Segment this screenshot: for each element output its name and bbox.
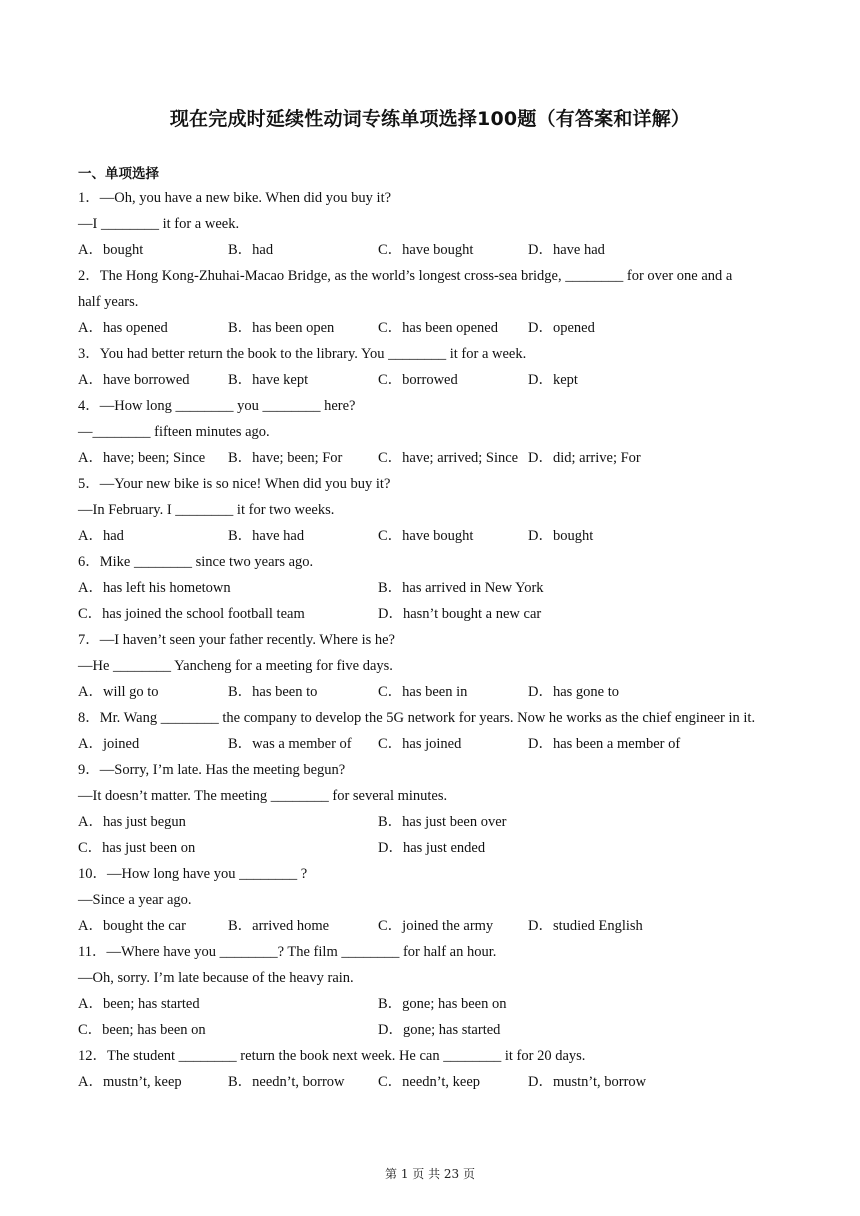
options-row [78,679,790,705]
question-stem: 7．—I haven’t seen your father recently. Where is he? [78,632,395,648]
page-footer: 第 1 页 共 23 页 [385,1167,475,1181]
question-item [78,705,790,757]
options-row [78,913,790,939]
question-item [78,939,790,1043]
question-stem: 12．The student ________ return the book next week. He can ________ it for 20 days. [78,1048,586,1064]
answer-option: D．mustn’t, borrow [528,1074,647,1090]
question-stem: 4．—How long ________ you ________ here? [78,398,356,414]
question-line: —It doesn’t matter. The meeting ________ for several minutes. [78,788,448,804]
question-list [78,185,790,1095]
options-row [78,315,790,341]
answer-option: B．had [228,242,274,258]
options-row [78,237,790,263]
question-item [78,627,790,705]
answer-option: A．had [78,528,124,544]
question-line: —________ fifteen minutes ago. [78,424,270,440]
options-row [78,1069,790,1095]
question-item [78,263,790,341]
answer-option: D．have had [528,242,605,258]
answer-option: C．has joined [378,736,462,752]
answer-option: A．bought the car [78,918,186,934]
page-title: 现在完成时延续性动词专练单项选择100题（有答案和详解） [169,108,691,130]
question-item [78,549,790,627]
answer-option: B．have had [228,528,305,544]
answer-option: C．have bought [378,528,474,544]
answer-option: B．was a member of [228,736,352,752]
question-item [78,393,790,471]
options-row [78,1017,790,1043]
question-stem: 9．—Sorry, I’m late. Has the meeting begun? [78,762,346,778]
options-row [78,835,790,861]
answer-option: C．borrowed [378,372,458,388]
answer-option: D．opened [528,320,595,336]
question-stem: 6．Mike ________ since two years ago. [78,554,314,570]
answer-option: C．has been in [378,684,468,700]
question-line: —Oh, sorry. I’m late because of the heavy rain. [78,970,354,986]
question-line: —I ________ it for a week. [78,216,240,232]
answer-option: B．has arrived in New York [378,580,544,596]
answer-option: C．joined the army [378,918,494,934]
options-row [78,601,790,627]
options-row [78,809,790,835]
question-line: —In February. I ________ it for two weeks. [78,502,335,518]
question-item [78,471,790,549]
options-row [78,523,790,549]
answer-option: B．arrived home [228,918,330,934]
answer-option: A．mustn’t, keep [78,1074,182,1090]
answer-option: C．has joined the school football team [78,606,305,622]
answer-option: D．has gone to [528,684,620,700]
answer-option: A．has left his hometown [78,580,231,596]
question-item [78,757,790,861]
answer-option: C．have; arrived; Since [378,450,519,466]
answer-option: A．bought [78,242,144,258]
question-line: —Since a year ago. [78,892,192,908]
answer-option: B．needn’t, borrow [228,1074,345,1090]
question-stem: 2．The Hong Kong-Zhuhai-Macao Bridge, as the world’s longest cross-sea bridge, ________ for over one and a [78,268,733,284]
answer-option: B．has just been over [378,814,507,830]
answer-option: A．joined [78,736,140,752]
question-stem: 1．—Oh, you have a new bike. When did you buy it? [78,190,392,206]
question-stem: 8．Mr. Wang ________ the company to develop the 5G network for years. Now he works as the chief engineer in it. [78,710,756,726]
answer-option: C．needn’t, keep [378,1074,481,1090]
answer-option: D．has been a member of [528,736,681,752]
answer-option: A．been; has started [78,996,200,1012]
answer-option: B．has been open [228,320,335,336]
question-line: —He ________ Yancheng for a meeting for five days. [78,658,393,674]
answer-option: C．have bought [378,242,474,258]
options-row [78,991,790,1017]
question-item [78,1043,790,1095]
question-stem: 5．—Your new bike is so nice! When did you buy it? [78,476,391,492]
answer-option: C．has just been on [78,840,196,856]
section-heading: 一、单项选择 [78,166,159,182]
answer-option: D．studied English [528,918,643,934]
question-item [78,341,790,393]
answer-option: C．been; has been on [78,1022,206,1038]
answer-option: C．has been opened [378,320,498,336]
answer-option: D．gone; has started [378,1022,501,1038]
options-row [78,731,790,757]
answer-option: B．has been to [228,684,318,700]
question-line: half years. [78,294,139,310]
answer-option: B．have kept [228,372,309,388]
answer-option: A．has opened [78,320,168,336]
answer-option: A．have borrowed [78,372,190,388]
question-item [78,861,790,939]
question-item [78,185,790,263]
answer-option: A．has just begun [78,814,186,830]
question-stem: 10．—How long have you ________ ? [78,866,308,882]
answer-option: B．have; been; For [228,450,343,466]
answer-option: A．will go to [78,684,159,700]
answer-option: D．has just ended [378,840,486,856]
question-stem: 3．You had better return the book to the library. You ________ it for a week. [78,346,527,362]
question-stem: 11．—Where have you ________? The film ________ for half an hour. [78,944,497,960]
answer-option: B．gone; has been on [378,996,507,1012]
answer-option: A．have; been; Since [78,450,206,466]
options-row [78,367,790,393]
answer-option: D．hasn’t bought a new car [378,606,542,622]
answer-option: D．did; arrive; For [528,450,641,466]
options-row [78,445,790,471]
options-row [78,575,790,601]
answer-option: D．kept [528,372,578,388]
answer-option: D．bought [528,528,594,544]
